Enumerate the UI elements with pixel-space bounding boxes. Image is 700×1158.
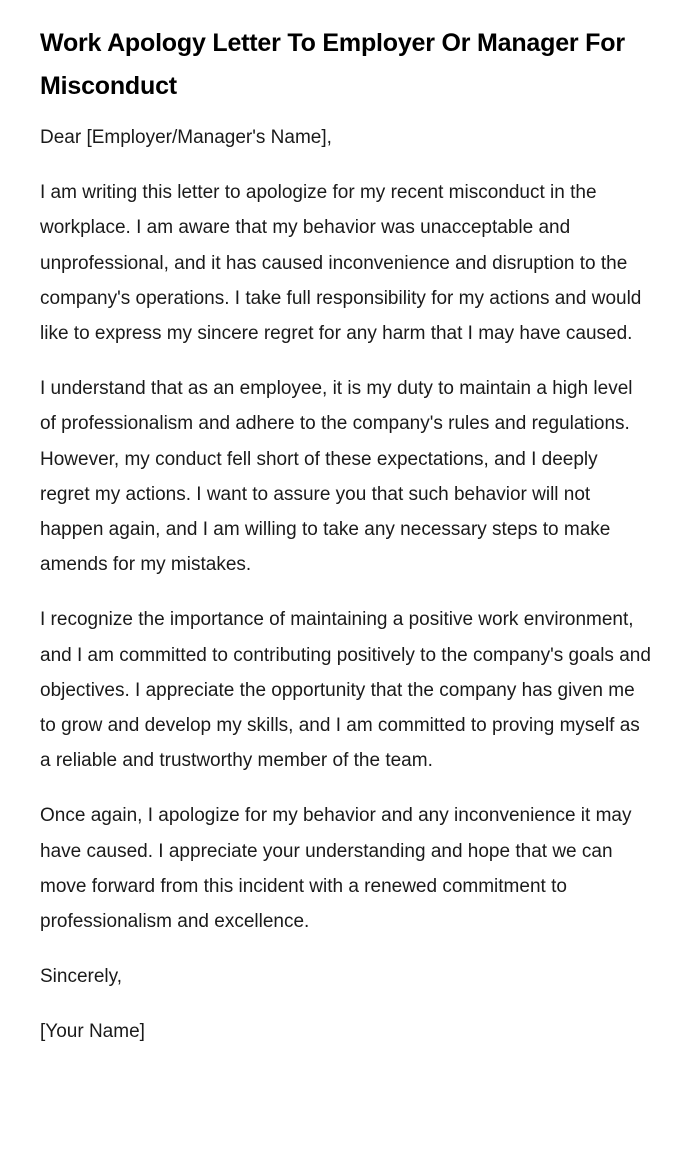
letter-signature: [Your Name]: [40, 1021, 145, 1043]
letter-closing: Sincerely,: [40, 966, 123, 988]
letter-paragraph-1: I am writing this letter to apologize for my recent misconduct in the workplace. I am aware that my behavior was unacceptable and unprofessional, and it has caused inconvenience and disruption to the company's operations. I take full responsibility for my actions and would like to express my sincere regret for any harm that I may have caused.: [40, 182, 642, 345]
letter-salutation: Dear [Employer/Manager's Name],: [40, 127, 332, 148]
letter-title: Work Apology Letter To Employer Or Manager For Misconduct: [40, 29, 625, 100]
letter-paragraph-2: I understand that as an employee, it is my duty to maintain a high level of professionalism and adhere to the company's rules and regulations. However, my conduct fell short of these expectations, and I deeply regret my actions. I want to assure you that such behavior will not happen again, and I am willing to take any necessary steps to make amends for my mistakes.: [40, 378, 633, 576]
letter-paragraph-3: I recognize the importance of maintaining a positive work environment, and I am committed to contributing positively to the company's goals and objectives. I appreciate the opportunity that the company has given me to grow and develop my skills, and I am committed to proving myself as a reliable and trustworthy member of the team.: [40, 609, 651, 772]
letter-paragraph-4: Once again, I apologize for my behavior and any inconvenience it may have caused. I appreciate your understanding and hope that we can move forward from this incident with a renewed commitment to professionalism and excellence.: [40, 805, 632, 933]
